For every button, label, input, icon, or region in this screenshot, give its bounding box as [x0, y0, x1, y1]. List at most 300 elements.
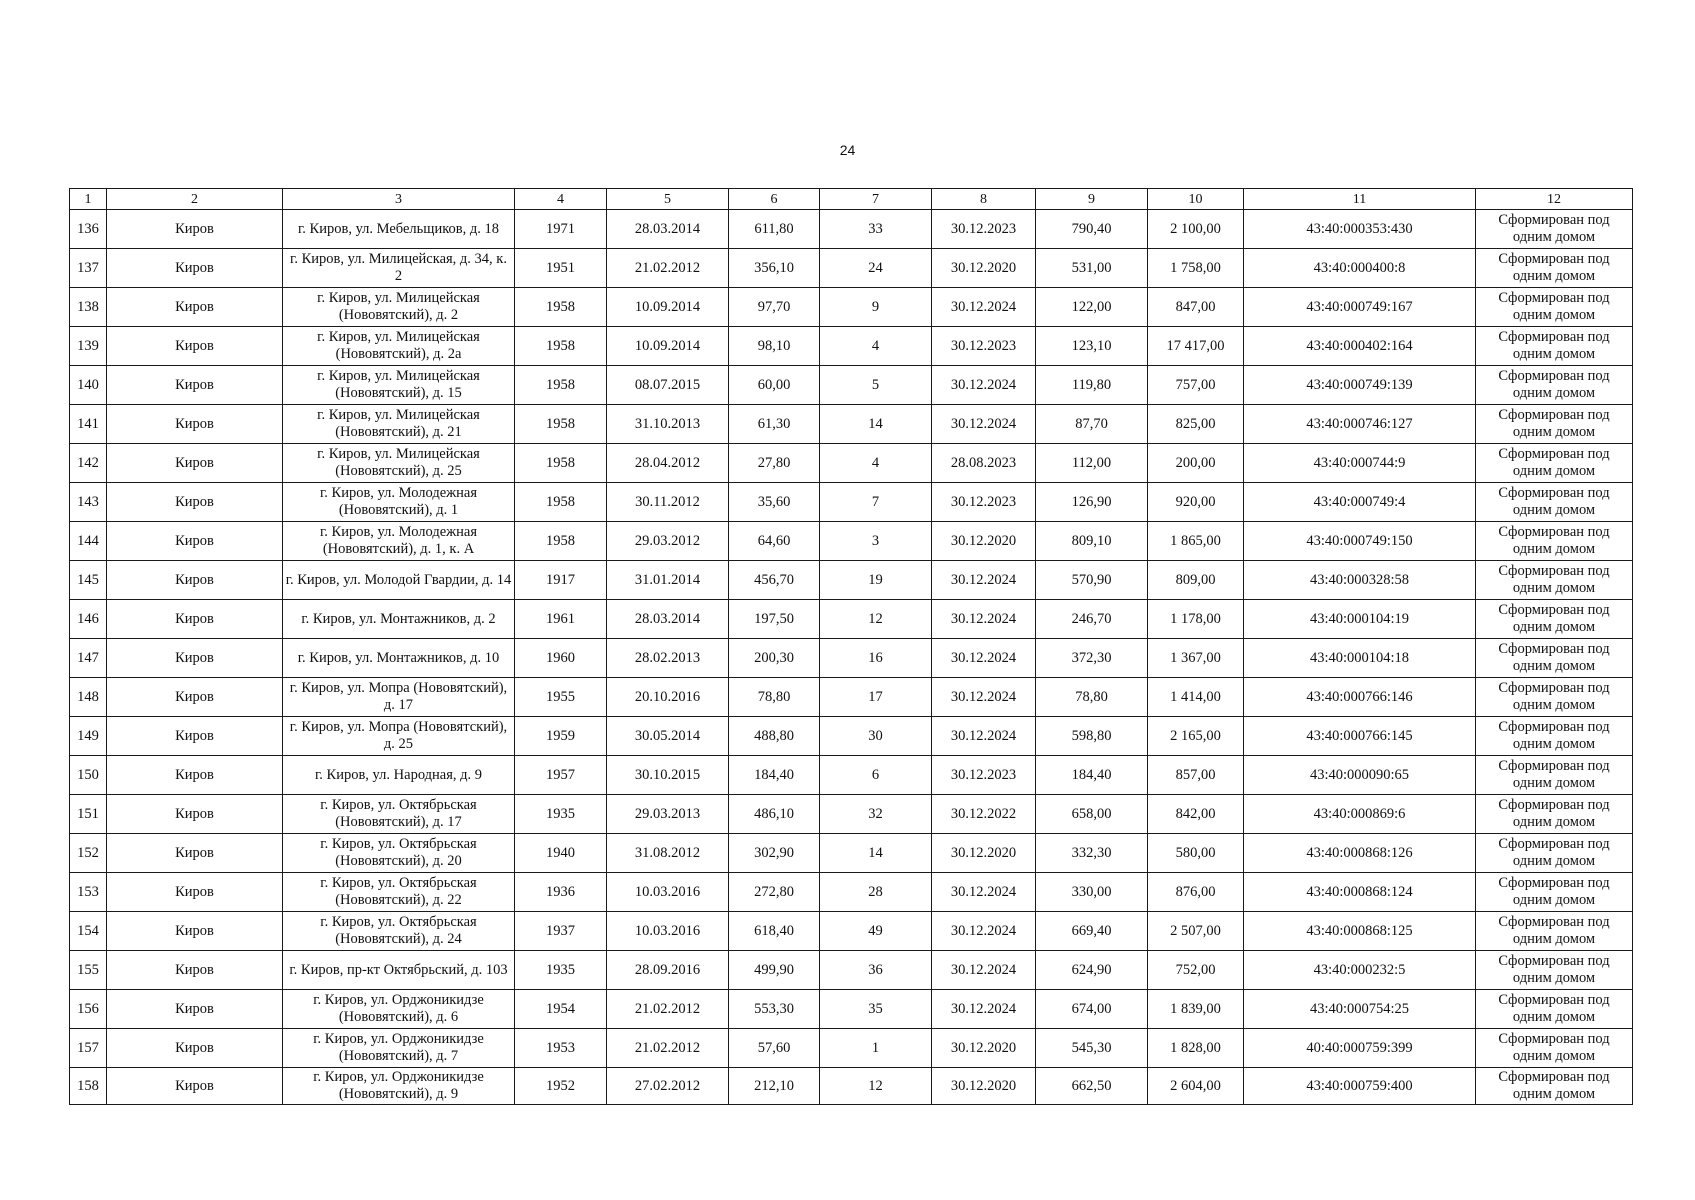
table-body [70, 210, 1633, 1105]
total-area-cell: 123,10 [1036, 327, 1148, 366]
cadastral-number-cell: 43:40:000868:125 [1244, 912, 1476, 951]
land-area-cell: 580,00 [1148, 834, 1244, 873]
area-cell: 356,10 [729, 249, 820, 288]
deadline-cell: 30.12.2023 [932, 483, 1036, 522]
address-cell: г. Киров, ул. Монтажников, д. 2 [283, 600, 515, 639]
land-area-cell: 200,00 [1148, 444, 1244, 483]
year-cell: 1935 [515, 795, 607, 834]
address-cell: г. Киров, ул. Октябрьская (Нововятский), д. 17 [283, 795, 515, 834]
year-cell: 1935 [515, 951, 607, 990]
address-cell: г. Киров, ул. Мопра (Нововятский), д. 17 [283, 678, 515, 717]
row-number-cell: 153 [70, 873, 107, 912]
address-cell: г. Киров, ул. Орджоникидзе (Нововятский), д. 7 [283, 1029, 515, 1068]
land-area-cell: 857,00 [1148, 756, 1244, 795]
row-number-cell: 148 [70, 678, 107, 717]
city-cell: Киров [107, 366, 283, 405]
status-cell: Сформирован под одним домом [1476, 1029, 1633, 1068]
row-number-cell: 152 [70, 834, 107, 873]
date-cell: 31.10.2013 [607, 405, 729, 444]
residents-cell: 16 [820, 639, 932, 678]
column-header-8: 8 [932, 189, 1036, 210]
land-area-cell: 842,00 [1148, 795, 1244, 834]
row-number-cell: 143 [70, 483, 107, 522]
area-cell: 60,00 [729, 366, 820, 405]
total-area-cell: 372,30 [1036, 639, 1148, 678]
cadastral-number-cell: 43:40:000869:6 [1244, 795, 1476, 834]
address-cell: г. Киров, ул. Милицейская (Нововятский), д. 2а [283, 327, 515, 366]
address-cell: г. Киров, ул. Народная, д. 9 [283, 756, 515, 795]
land-area-cell: 825,00 [1148, 405, 1244, 444]
total-area-cell: 78,80 [1036, 678, 1148, 717]
year-cell: 1952 [515, 1068, 607, 1105]
residents-cell: 1 [820, 1029, 932, 1068]
total-area-cell: 570,90 [1036, 561, 1148, 600]
date-cell: 29.03.2012 [607, 522, 729, 561]
status-cell: Сформирован под одним домом [1476, 249, 1633, 288]
address-cell: г. Киров, ул. Милицейская (Нововятский), д. 21 [283, 405, 515, 444]
row-number-cell: 147 [70, 639, 107, 678]
status-cell: Сформирован под одним домом [1476, 483, 1633, 522]
column-header-6: 6 [729, 189, 820, 210]
deadline-cell: 30.12.2022 [932, 795, 1036, 834]
year-cell: 1940 [515, 834, 607, 873]
cadastral-number-cell: 43:40:000353:430 [1244, 210, 1476, 249]
row-number-cell: 137 [70, 249, 107, 288]
row-number-cell: 139 [70, 327, 107, 366]
city-cell: Киров [107, 561, 283, 600]
year-cell: 1958 [515, 444, 607, 483]
cadastral-number-cell: 43:40:000104:18 [1244, 639, 1476, 678]
land-area-cell: 752,00 [1148, 951, 1244, 990]
table-row [70, 405, 1633, 444]
total-area-cell: 809,10 [1036, 522, 1148, 561]
table-row [70, 795, 1633, 834]
total-area-cell: 332,30 [1036, 834, 1148, 873]
area-cell: 456,70 [729, 561, 820, 600]
city-cell: Киров [107, 717, 283, 756]
date-cell: 28.02.2013 [607, 639, 729, 678]
area-cell: 200,30 [729, 639, 820, 678]
deadline-cell: 30.12.2024 [932, 873, 1036, 912]
date-cell: 10.03.2016 [607, 912, 729, 951]
area-cell: 197,50 [729, 600, 820, 639]
residents-cell: 14 [820, 405, 932, 444]
table-row [70, 912, 1633, 951]
address-cell: г. Киров, ул. Мебельщиков, д. 18 [283, 210, 515, 249]
total-area-cell: 87,70 [1036, 405, 1148, 444]
total-area-cell: 122,00 [1036, 288, 1148, 327]
cadastral-number-cell: 43:40:000746:127 [1244, 405, 1476, 444]
status-cell: Сформирован под одним домом [1476, 327, 1633, 366]
cadastral-number-cell: 43:40:000090:65 [1244, 756, 1476, 795]
date-cell: 31.08.2012 [607, 834, 729, 873]
year-cell: 1971 [515, 210, 607, 249]
cadastral-number-cell: 43:40:000328:58 [1244, 561, 1476, 600]
total-area-cell: 662,50 [1036, 1068, 1148, 1105]
area-cell: 35,60 [729, 483, 820, 522]
date-cell: 28.03.2014 [607, 210, 729, 249]
address-cell: г. Киров, ул. Милицейская (Нововятский), д. 15 [283, 366, 515, 405]
table-header [70, 189, 1633, 210]
date-cell: 10.09.2014 [607, 288, 729, 327]
table-row [70, 522, 1633, 561]
area-cell: 488,80 [729, 717, 820, 756]
date-cell: 28.09.2016 [607, 951, 729, 990]
address-cell: г. Киров, ул. Милицейская (Нововятский), д. 25 [283, 444, 515, 483]
date-cell: 21.02.2012 [607, 990, 729, 1029]
deadline-cell: 30.12.2024 [932, 405, 1036, 444]
deadline-cell: 30.12.2024 [932, 912, 1036, 951]
residents-cell: 35 [820, 990, 932, 1029]
row-number-cell: 144 [70, 522, 107, 561]
column-header-4: 4 [515, 189, 607, 210]
year-cell: 1958 [515, 366, 607, 405]
land-area-cell: 1 414,00 [1148, 678, 1244, 717]
deadline-cell: 30.12.2023 [932, 327, 1036, 366]
area-cell: 184,40 [729, 756, 820, 795]
city-cell: Киров [107, 834, 283, 873]
page-number: 24 [839, 142, 856, 158]
housing-registry-table [69, 188, 1633, 1105]
cadastral-number-cell: 43:40:000754:25 [1244, 990, 1476, 1029]
area-cell: 499,90 [729, 951, 820, 990]
city-cell: Киров [107, 912, 283, 951]
column-header-3: 3 [283, 189, 515, 210]
residents-cell: 12 [820, 1068, 932, 1105]
table-row [70, 561, 1633, 600]
cadastral-number-cell: 43:40:000749:167 [1244, 288, 1476, 327]
land-area-cell: 1 758,00 [1148, 249, 1244, 288]
date-cell: 30.10.2015 [607, 756, 729, 795]
area-cell: 611,80 [729, 210, 820, 249]
land-area-cell: 1 839,00 [1148, 990, 1244, 1029]
address-cell: г. Киров, ул. Октябрьская (Нововятский), д. 24 [283, 912, 515, 951]
city-cell: Киров [107, 795, 283, 834]
status-cell: Сформирован под одним домом [1476, 951, 1633, 990]
land-area-cell: 809,00 [1148, 561, 1244, 600]
table-row [70, 717, 1633, 756]
area-cell: 302,90 [729, 834, 820, 873]
city-cell: Киров [107, 639, 283, 678]
total-area-cell: 184,40 [1036, 756, 1148, 795]
residents-cell: 30 [820, 717, 932, 756]
row-number-cell: 141 [70, 405, 107, 444]
table-row [70, 639, 1633, 678]
land-area-cell: 2 165,00 [1148, 717, 1244, 756]
table-row [70, 288, 1633, 327]
cadastral-number-cell: 43:40:000104:19 [1244, 600, 1476, 639]
land-area-cell: 1 865,00 [1148, 522, 1244, 561]
deadline-cell: 30.12.2020 [932, 522, 1036, 561]
city-cell: Киров [107, 678, 283, 717]
address-cell: г. Киров, ул. Орджоникидзе (Нововятский), д. 9 [283, 1068, 515, 1105]
status-cell: Сформирован под одним домом [1476, 444, 1633, 483]
row-number-cell: 154 [70, 912, 107, 951]
cadastral-number-cell: 43:40:000402:164 [1244, 327, 1476, 366]
date-cell: 08.07.2015 [607, 366, 729, 405]
land-area-cell: 17 417,00 [1148, 327, 1244, 366]
status-cell: Сформирован под одним домом [1476, 405, 1633, 444]
address-cell: г. Киров, ул. Орджоникидзе (Нововятский), д. 6 [283, 990, 515, 1029]
column-header-10: 10 [1148, 189, 1244, 210]
date-cell: 30.05.2014 [607, 717, 729, 756]
total-area-cell: 669,40 [1036, 912, 1148, 951]
status-cell: Сформирован под одним домом [1476, 639, 1633, 678]
residents-cell: 9 [820, 288, 932, 327]
address-cell: г. Киров, ул. Мопра (Нововятский), д. 25 [283, 717, 515, 756]
deadline-cell: 30.12.2023 [932, 756, 1036, 795]
year-cell: 1958 [515, 483, 607, 522]
total-area-cell: 598,80 [1036, 717, 1148, 756]
residents-cell: 12 [820, 600, 932, 639]
land-area-cell: 757,00 [1148, 366, 1244, 405]
deadline-cell: 30.12.2024 [932, 561, 1036, 600]
total-area-cell: 658,00 [1036, 795, 1148, 834]
date-cell: 21.02.2012 [607, 1029, 729, 1068]
area-cell: 97,70 [729, 288, 820, 327]
city-cell: Киров [107, 873, 283, 912]
table-row [70, 366, 1633, 405]
area-cell: 98,10 [729, 327, 820, 366]
table-row [70, 600, 1633, 639]
date-cell: 10.09.2014 [607, 327, 729, 366]
status-cell: Сформирован под одним домом [1476, 717, 1633, 756]
city-cell: Киров [107, 1068, 283, 1105]
area-cell: 27,80 [729, 444, 820, 483]
total-area-cell: 545,30 [1036, 1029, 1148, 1068]
status-cell: Сформирован под одним домом [1476, 678, 1633, 717]
land-area-cell: 2 100,00 [1148, 210, 1244, 249]
city-cell: Киров [107, 756, 283, 795]
table-row [70, 834, 1633, 873]
cadastral-number-cell: 43:40:000868:126 [1244, 834, 1476, 873]
row-number-cell: 155 [70, 951, 107, 990]
year-cell: 1936 [515, 873, 607, 912]
row-number-cell: 136 [70, 210, 107, 249]
date-cell: 28.04.2012 [607, 444, 729, 483]
address-cell: г. Киров, ул. Милицейская (Нововятский), д. 2 [283, 288, 515, 327]
address-cell: г. Киров, ул. Октябрьская (Нововятский), д. 20 [283, 834, 515, 873]
column-header-7: 7 [820, 189, 932, 210]
year-cell: 1959 [515, 717, 607, 756]
land-area-cell: 1 828,00 [1148, 1029, 1244, 1068]
area-cell: 272,80 [729, 873, 820, 912]
year-cell: 1917 [515, 561, 607, 600]
status-cell: Сформирован под одним домом [1476, 1068, 1633, 1105]
table-row [70, 951, 1633, 990]
area-cell: 212,10 [729, 1068, 820, 1105]
status-cell: Сформирован под одним домом [1476, 561, 1633, 600]
column-header-11: 11 [1244, 189, 1476, 210]
deadline-cell: 30.12.2024 [932, 717, 1036, 756]
year-cell: 1937 [515, 912, 607, 951]
table-row [70, 678, 1633, 717]
residents-cell: 6 [820, 756, 932, 795]
area-cell: 78,80 [729, 678, 820, 717]
row-number-cell: 146 [70, 600, 107, 639]
total-area-cell: 112,00 [1036, 444, 1148, 483]
residents-cell: 7 [820, 483, 932, 522]
year-cell: 1958 [515, 522, 607, 561]
date-cell: 10.03.2016 [607, 873, 729, 912]
residents-cell: 3 [820, 522, 932, 561]
deadline-cell: 30.12.2024 [932, 639, 1036, 678]
land-area-cell: 876,00 [1148, 873, 1244, 912]
column-header-2: 2 [107, 189, 283, 210]
area-cell: 553,30 [729, 990, 820, 1029]
table-row [70, 1029, 1633, 1068]
land-area-cell: 920,00 [1148, 483, 1244, 522]
land-area-cell: 2 507,00 [1148, 912, 1244, 951]
status-cell: Сформирован под одним домом [1476, 990, 1633, 1029]
area-cell: 486,10 [729, 795, 820, 834]
date-cell: 31.01.2014 [607, 561, 729, 600]
table-row [70, 249, 1633, 288]
cadastral-number-cell: 43:40:000759:400 [1244, 1068, 1476, 1105]
city-cell: Киров [107, 444, 283, 483]
total-area-cell: 790,40 [1036, 210, 1148, 249]
year-cell: 1960 [515, 639, 607, 678]
deadline-cell: 30.12.2020 [932, 249, 1036, 288]
land-area-cell: 2 604,00 [1148, 1068, 1244, 1105]
total-area-cell: 624,90 [1036, 951, 1148, 990]
year-cell: 1958 [515, 288, 607, 327]
status-cell: Сформирован под одним домом [1476, 834, 1633, 873]
table-row [70, 873, 1633, 912]
address-cell: г. Киров, ул. Октябрьская (Нововятский), д. 22 [283, 873, 515, 912]
year-cell: 1953 [515, 1029, 607, 1068]
residents-cell: 32 [820, 795, 932, 834]
status-cell: Сформирован под одним домом [1476, 756, 1633, 795]
deadline-cell: 30.12.2023 [932, 210, 1036, 249]
residents-cell: 36 [820, 951, 932, 990]
date-cell: 27.02.2012 [607, 1068, 729, 1105]
deadline-cell: 30.12.2024 [932, 678, 1036, 717]
row-number-cell: 142 [70, 444, 107, 483]
table-row [70, 444, 1633, 483]
date-cell: 30.11.2012 [607, 483, 729, 522]
status-cell: Сформирован под одним домом [1476, 873, 1633, 912]
cadastral-number-cell: 43:40:000749:150 [1244, 522, 1476, 561]
status-cell: Сформирован под одним домом [1476, 288, 1633, 327]
total-area-cell: 126,90 [1036, 483, 1148, 522]
city-cell: Киров [107, 483, 283, 522]
residents-cell: 19 [820, 561, 932, 600]
city-cell: Киров [107, 327, 283, 366]
residents-cell: 33 [820, 210, 932, 249]
area-cell: 61,30 [729, 405, 820, 444]
deadline-cell: 30.12.2024 [932, 366, 1036, 405]
deadline-cell: 30.12.2024 [932, 990, 1036, 1029]
row-number-cell: 156 [70, 990, 107, 1029]
cadastral-number-cell: 43:40:000744:9 [1244, 444, 1476, 483]
deadline-cell: 30.12.2024 [932, 951, 1036, 990]
status-cell: Сформирован под одним домом [1476, 210, 1633, 249]
area-cell: 618,40 [729, 912, 820, 951]
residents-cell: 49 [820, 912, 932, 951]
row-number-cell: 145 [70, 561, 107, 600]
year-cell: 1961 [515, 600, 607, 639]
table-row [70, 1068, 1633, 1105]
status-cell: Сформирован под одним домом [1476, 522, 1633, 561]
cadastral-number-cell: 43:40:000766:145 [1244, 717, 1476, 756]
cadastral-number-cell: 43:40:000400:8 [1244, 249, 1476, 288]
deadline-cell: 30.12.2020 [932, 834, 1036, 873]
total-area-cell: 674,00 [1036, 990, 1148, 1029]
table-row [70, 990, 1633, 1029]
row-number-cell: 140 [70, 366, 107, 405]
deadline-cell: 30.12.2024 [932, 600, 1036, 639]
area-cell: 57,60 [729, 1029, 820, 1068]
city-cell: Киров [107, 951, 283, 990]
residents-cell: 28 [820, 873, 932, 912]
address-cell: г. Киров, пр-кт Октябрьский, д. 103 [283, 951, 515, 990]
year-cell: 1958 [515, 327, 607, 366]
residents-cell: 17 [820, 678, 932, 717]
cadastral-number-cell: 40:40:000759:399 [1244, 1029, 1476, 1068]
city-cell: Киров [107, 288, 283, 327]
row-number-cell: 157 [70, 1029, 107, 1068]
residents-cell: 4 [820, 327, 932, 366]
residents-cell: 4 [820, 444, 932, 483]
residents-cell: 24 [820, 249, 932, 288]
cadastral-number-cell: 43:40:000232:5 [1244, 951, 1476, 990]
deadline-cell: 28.08.2023 [932, 444, 1036, 483]
column-header-5: 5 [607, 189, 729, 210]
total-area-cell: 330,00 [1036, 873, 1148, 912]
year-cell: 1958 [515, 405, 607, 444]
date-cell: 29.03.2013 [607, 795, 729, 834]
row-number-cell: 151 [70, 795, 107, 834]
column-header-12: 12 [1476, 189, 1633, 210]
city-cell: Киров [107, 990, 283, 1029]
city-cell: Киров [107, 522, 283, 561]
status-cell: Сформирован под одним домом [1476, 366, 1633, 405]
column-header-9: 9 [1036, 189, 1148, 210]
date-cell: 21.02.2012 [607, 249, 729, 288]
date-cell: 20.10.2016 [607, 678, 729, 717]
address-cell: г. Киров, ул. Молодежная (Нововятский), д. 1 [283, 483, 515, 522]
status-cell: Сформирован под одним домом [1476, 795, 1633, 834]
deadline-cell: 30.12.2020 [932, 1029, 1036, 1068]
status-cell: Сформирован под одним домом [1476, 912, 1633, 951]
city-cell: Киров [107, 249, 283, 288]
land-area-cell: 847,00 [1148, 288, 1244, 327]
cadastral-number-cell: 43:40:000766:146 [1244, 678, 1476, 717]
land-area-cell: 1 178,00 [1148, 600, 1244, 639]
table-row [70, 483, 1633, 522]
total-area-cell: 531,00 [1036, 249, 1148, 288]
column-header-1: 1 [70, 189, 107, 210]
year-cell: 1954 [515, 990, 607, 1029]
row-number-cell: 158 [70, 1068, 107, 1105]
date-cell: 28.03.2014 [607, 600, 729, 639]
table-row [70, 210, 1633, 249]
deadline-cell: 30.12.2024 [932, 288, 1036, 327]
address-cell: г. Киров, ул. Молодежная (Нововятский), д. 1, к. А [283, 522, 515, 561]
total-area-cell: 119,80 [1036, 366, 1148, 405]
row-number-cell: 138 [70, 288, 107, 327]
table-row [70, 327, 1633, 366]
cadastral-number-cell: 43:40:000749:4 [1244, 483, 1476, 522]
deadline-cell: 30.12.2020 [932, 1068, 1036, 1105]
table-row [70, 756, 1633, 795]
address-cell: г. Киров, ул. Монтажников, д. 10 [283, 639, 515, 678]
row-number-cell: 149 [70, 717, 107, 756]
cadastral-number-cell: 43:40:000868:124 [1244, 873, 1476, 912]
city-cell: Киров [107, 1029, 283, 1068]
row-number-cell: 150 [70, 756, 107, 795]
